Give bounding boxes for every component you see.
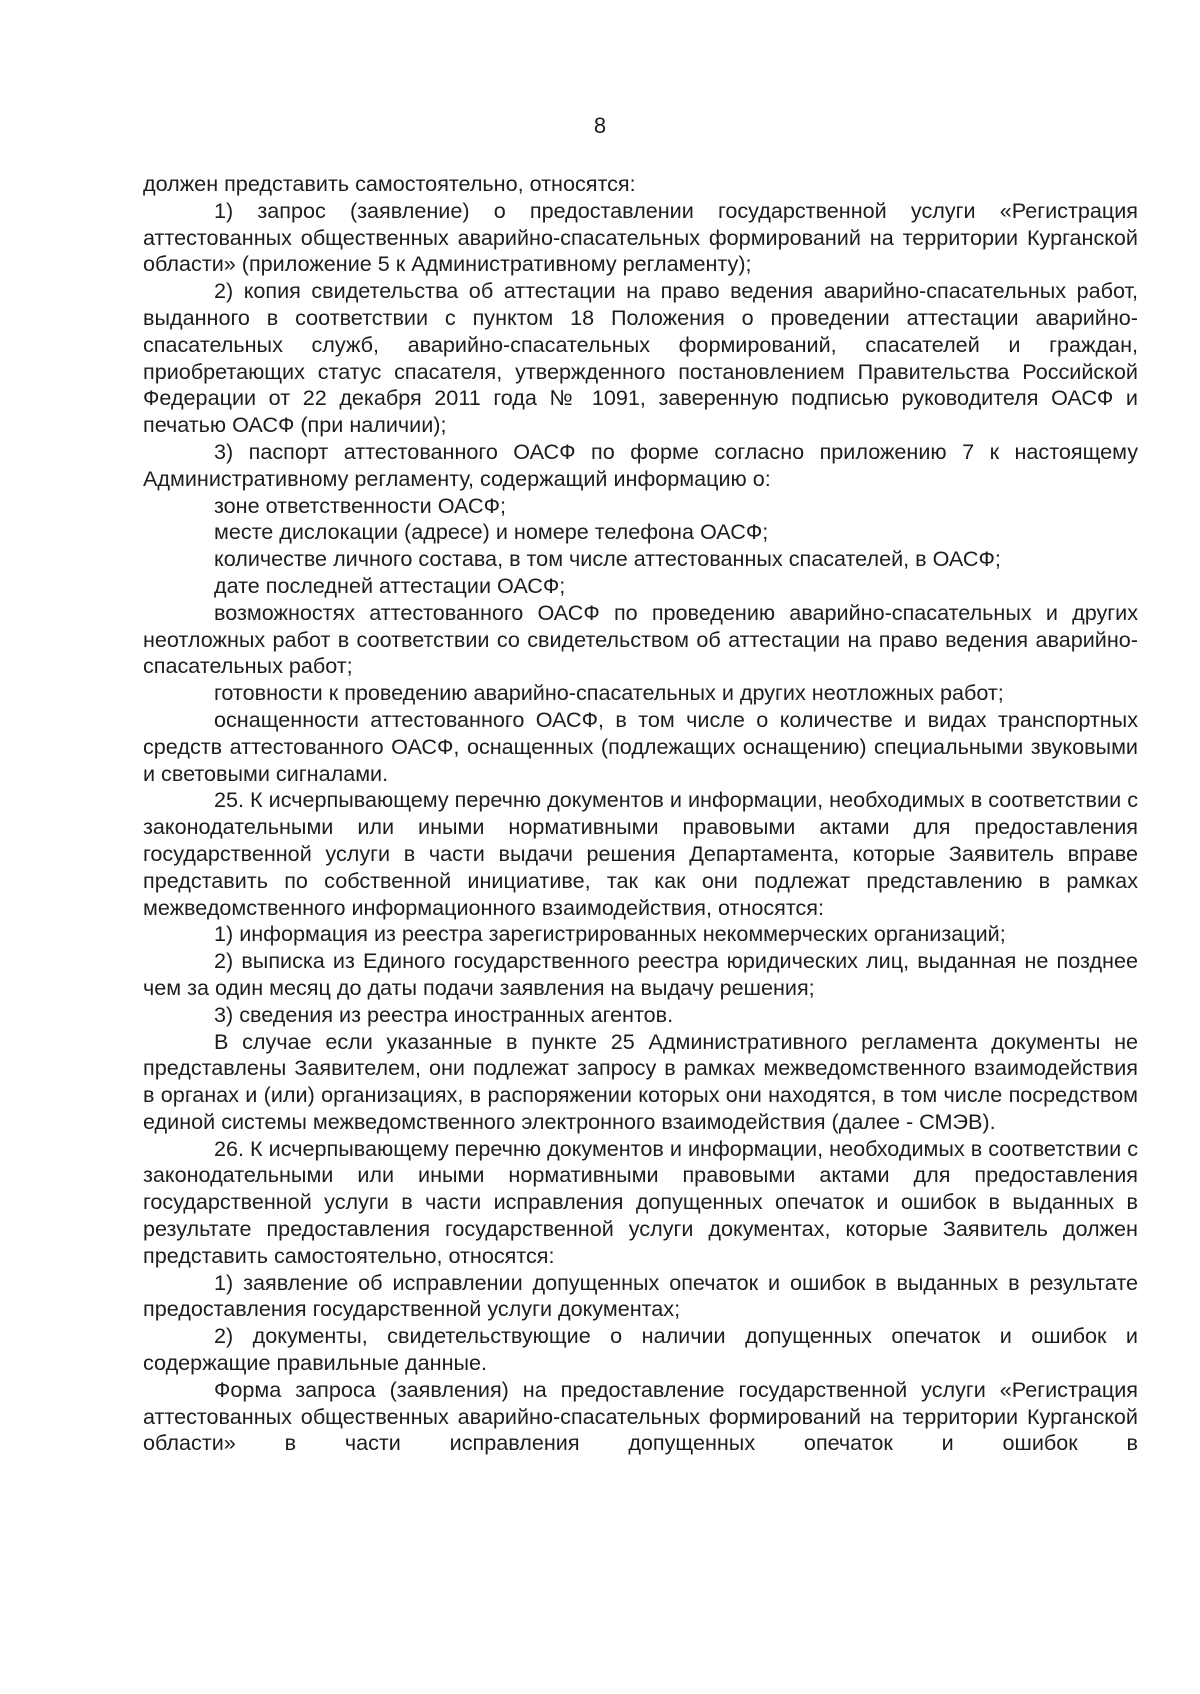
paragraph: 2) копия свидетельства об аттестации на право ведения аварийно-спасательных работ, выданного в соответствии с пунктом 18 Положения о проведении аттестации аварийно-спасательных служб, аварийно-спасательных формирований, спасателей и граждан, приобретающих статус спасателя, утвержденного постановлением Правительства Российской Федерации от 22 декабря 2011 года № 1091, заверенную подписью руководителя ОАСФ и печатью ОАСФ (при наличии); [143, 278, 1138, 438]
paragraph: 1) информация из реестра зарегистрированных некоммерческих организаций; [214, 921, 1006, 947]
paragraph: месте дислокации (адресе) и номере телефона ОАСФ; [214, 519, 769, 545]
paragraph: 3) паспорт аттестованного ОАСФ по форме согласно приложению 7 к настоящему Административному регламенту, содержащий информацию о: [143, 438, 1138, 491]
paragraph: 26. К исчерпывающему перечню документов и информации, необходимых в соответствии с законодательными или иными нормативными правовыми актами для предоставления государственной услуги в части исправления допущенных опечаток и ошибок в выданных в результате предоставления государственной услуги документах, которые Заявитель должен представить самостоятельно, относятся: [143, 1135, 1138, 1268]
paragraph: должен представить самостоятельно, относятся: [143, 171, 636, 196]
paragraph: 2) документы, свидетельствующие о наличии допущенных опечаток и ошибок и содержащие правильные данные. [143, 1323, 1138, 1376]
paragraph: Форма запроса (заявления) на предоставление государственной услуги «Регистрация аттестованных общественных аварийно-спасательных формирований на территории Курганской области» в части исправления допущенных опечаток и ошибок в [143, 1376, 1138, 1456]
paragraph: зоне ответственности ОАСФ; [214, 492, 506, 518]
page-number: 8 [593, 113, 607, 138]
paragraph: 2) выписка из Единого государственного реестра юридических лиц, выданная не позднее чем за один месяц до даты подачи заявления на выдачу решения; [143, 948, 1138, 1000]
paragraph: 1) заявление об исправлении допущенных опечаток и ошибок в выданных в результате предоставления государственной услуги документах; [143, 1269, 1138, 1322]
paragraph: В случае если указанные в пункте 25 Административного регламента документы не представлены Заявителем, они подлежат запросу в рамках межведомственного взаимодействия в органах и (или) организациях, в распоряжении которых они находятся, в том числе посредством единой системы межведомственного электронного взаимодействия (далее - СМЭВ). [143, 1028, 1138, 1134]
paragraph: 3) сведения из реестра иностранных агентов. [214, 1001, 674, 1027]
paragraph: готовности к проведению аварийно-спасательных и других неотложных работ; [214, 680, 1004, 706]
paragraph: дате последней аттестации ОАСФ; [214, 572, 566, 598]
paragraph: оснащенности аттестованного ОАСФ, в том числе о количестве и видах транспортных средств аттестованного ОАСФ, оснащенных (подлежащих оснащению) специальными звуковыми и световыми сигналами. [143, 706, 1138, 786]
document-body [143, 171, 1138, 1457]
paragraph: 1) запрос (заявление) о предоставлении государственной услуги «Регистрация аттестованных общественных аварийно-спасательных формирований на территории Курганской области» (приложение 5 к Административному регламенту); [143, 197, 1138, 277]
paragraph: количестве личного состава, в том числе аттестованных спасателей, в ОАСФ; [214, 546, 1001, 572]
paragraph: 25. К исчерпывающему перечню документов и информации, необходимых в соответствии с законодательными или иными нормативными правовыми актами для предоставления государственной услуги в части выдачи решения Департамента, которые Заявитель вправе представить по собственной инициативе, так как они подлежат представлению в рамках межведомственного информационного взаимодействия, относятся: [143, 787, 1138, 920]
paragraph: возможностях аттестованного ОАСФ по проведению аварийно-спасательных и других неотложных работ в соответствии со свидетельством об аттестации на право ведения аварийно-спасательных работ; [143, 599, 1138, 679]
